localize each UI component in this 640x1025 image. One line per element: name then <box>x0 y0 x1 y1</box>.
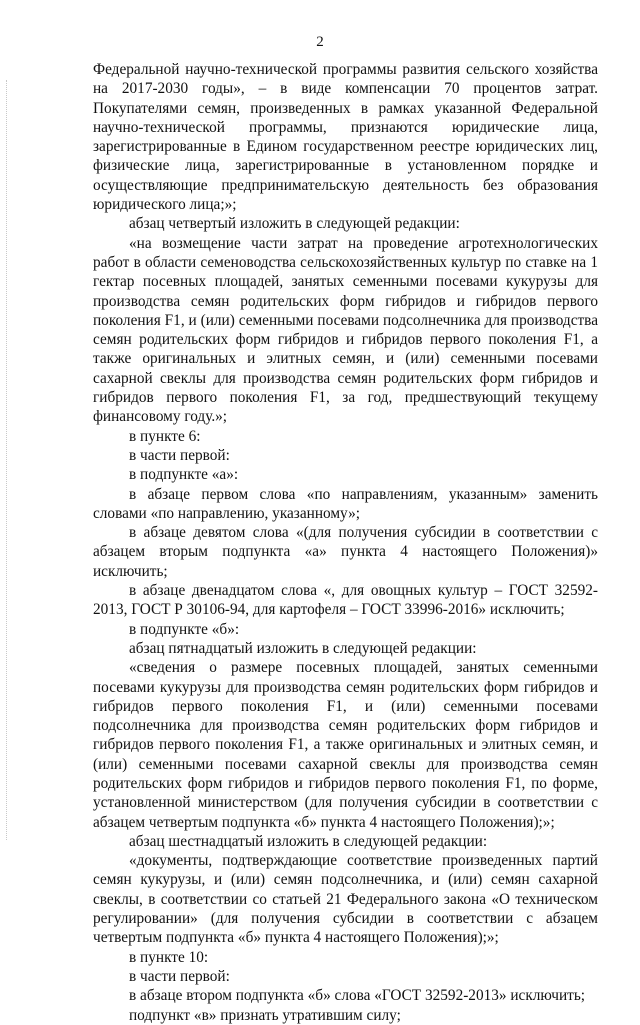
page-number: 2 <box>316 34 324 50</box>
paragraph: в пункте 6: <box>129 427 201 445</box>
paragraph: «документы, подтверждающие соответствие произведенных партий семян кукурузы, и (или) семян подсолнечника, и (или) семян сахарной свеклы, в соответствии со статьей 21 Федерального закона «О техническом регулировании» (для получения субсидии в соответствии с абзацем четвертым подпункта «б» пункта 4 настоящего Положения);»; <box>93 852 598 947</box>
paragraph: подпункт «в» признать утратившим силу; <box>129 1006 401 1024</box>
paragraph: в абзаце первом слова «по направлениям, указанным» заменить словами «по направлению, указанному»; <box>93 485 598 522</box>
paragraph: Федеральной научно-технической программы развития сельского хозяйства на 2017-2030 годы», – в виде компенсации 70 процентов затрат. Покупателями семян, произведенных в рамках указанной Федеральной научно-технической программы, признаются юридические лица, зарегистрированные в Едином государственном реестре юридических лиц, физические лица, зарегистрированные в установленном порядке и осуществляющие предпринимательскую деятельность без образования юридического лица;»; <box>93 61 598 214</box>
paragraph: «на возмещение части затрат на проведение агротехнологических работ в области семеноводства сельскохозяйственных культур по ставке на 1 гектар посевных площадей, занятых семенными посевами кукурузы для производства семян родительских форм гибридов и гибридов первого поколения F1, и (или) семенными посевами подсолнечника для производства семян родительских форм гибридов и гибридов первого поколения F1, а также оригинальных и элитных семян, и (или) семенными посевами сахарной свеклы для производства семян родительских форм гибридов и гибридов первого поколения F1, за год, предшествующий текущему финансовому году.»; <box>93 234 598 426</box>
paragraph: в абзаце девятом слова «(для получения субсидии в соответствии с абзацем вторым подпункта «а» пункта 4 настоящего Положения)» исключить; <box>93 524 598 580</box>
paragraph: в части первой: <box>129 446 230 464</box>
paragraph: в части первой: <box>129 967 230 985</box>
paragraph: в пункте 10: <box>129 948 209 966</box>
paragraph: в подпункте «б»: <box>129 620 240 638</box>
paragraph: «сведения о размере посевных площадей, занятых семенными посевами кукурузы для производства семян родительских форм гибридов и гибридов первого поколения F1, и (или) семенными посевами подсолнечника для производства семян родительских форм гибридов и гибридов первого поколения F1, а также оригинальных и элитных семян, и (или) семенными посевами сахарной свеклы для производства семян родительских форм гибридов и гибридов первого поколения F1, по форме, установленной министерством (для получения субсидии в соответствии с абзацем четвертым подпункта «б» пункта 4 настоящего Положения);»; <box>93 659 598 831</box>
paragraph: абзац четвертый изложить в следующей редакции: <box>129 215 460 233</box>
document-body <box>93 60 598 1025</box>
paragraph: в подпункте «а»: <box>129 466 239 484</box>
paragraph: абзац шестнадцатый изложить в следующей редакции: <box>129 832 488 850</box>
paragraph: в абзаце двенадцатом слова «, для овощных культур – ГОСТ 32592-2013, ГОСТ Р 30106-94, для картофеля – ГОСТ 33996-2016» исключить; <box>93 582 598 619</box>
scan-edge-line <box>6 80 8 840</box>
paragraph: в абзаце втором подпункта «б» слова «ГОСТ 32592-2013» исключить; <box>129 987 586 1005</box>
paragraph: абзац пятнадцатый изложить в следующей редакции: <box>129 639 477 657</box>
